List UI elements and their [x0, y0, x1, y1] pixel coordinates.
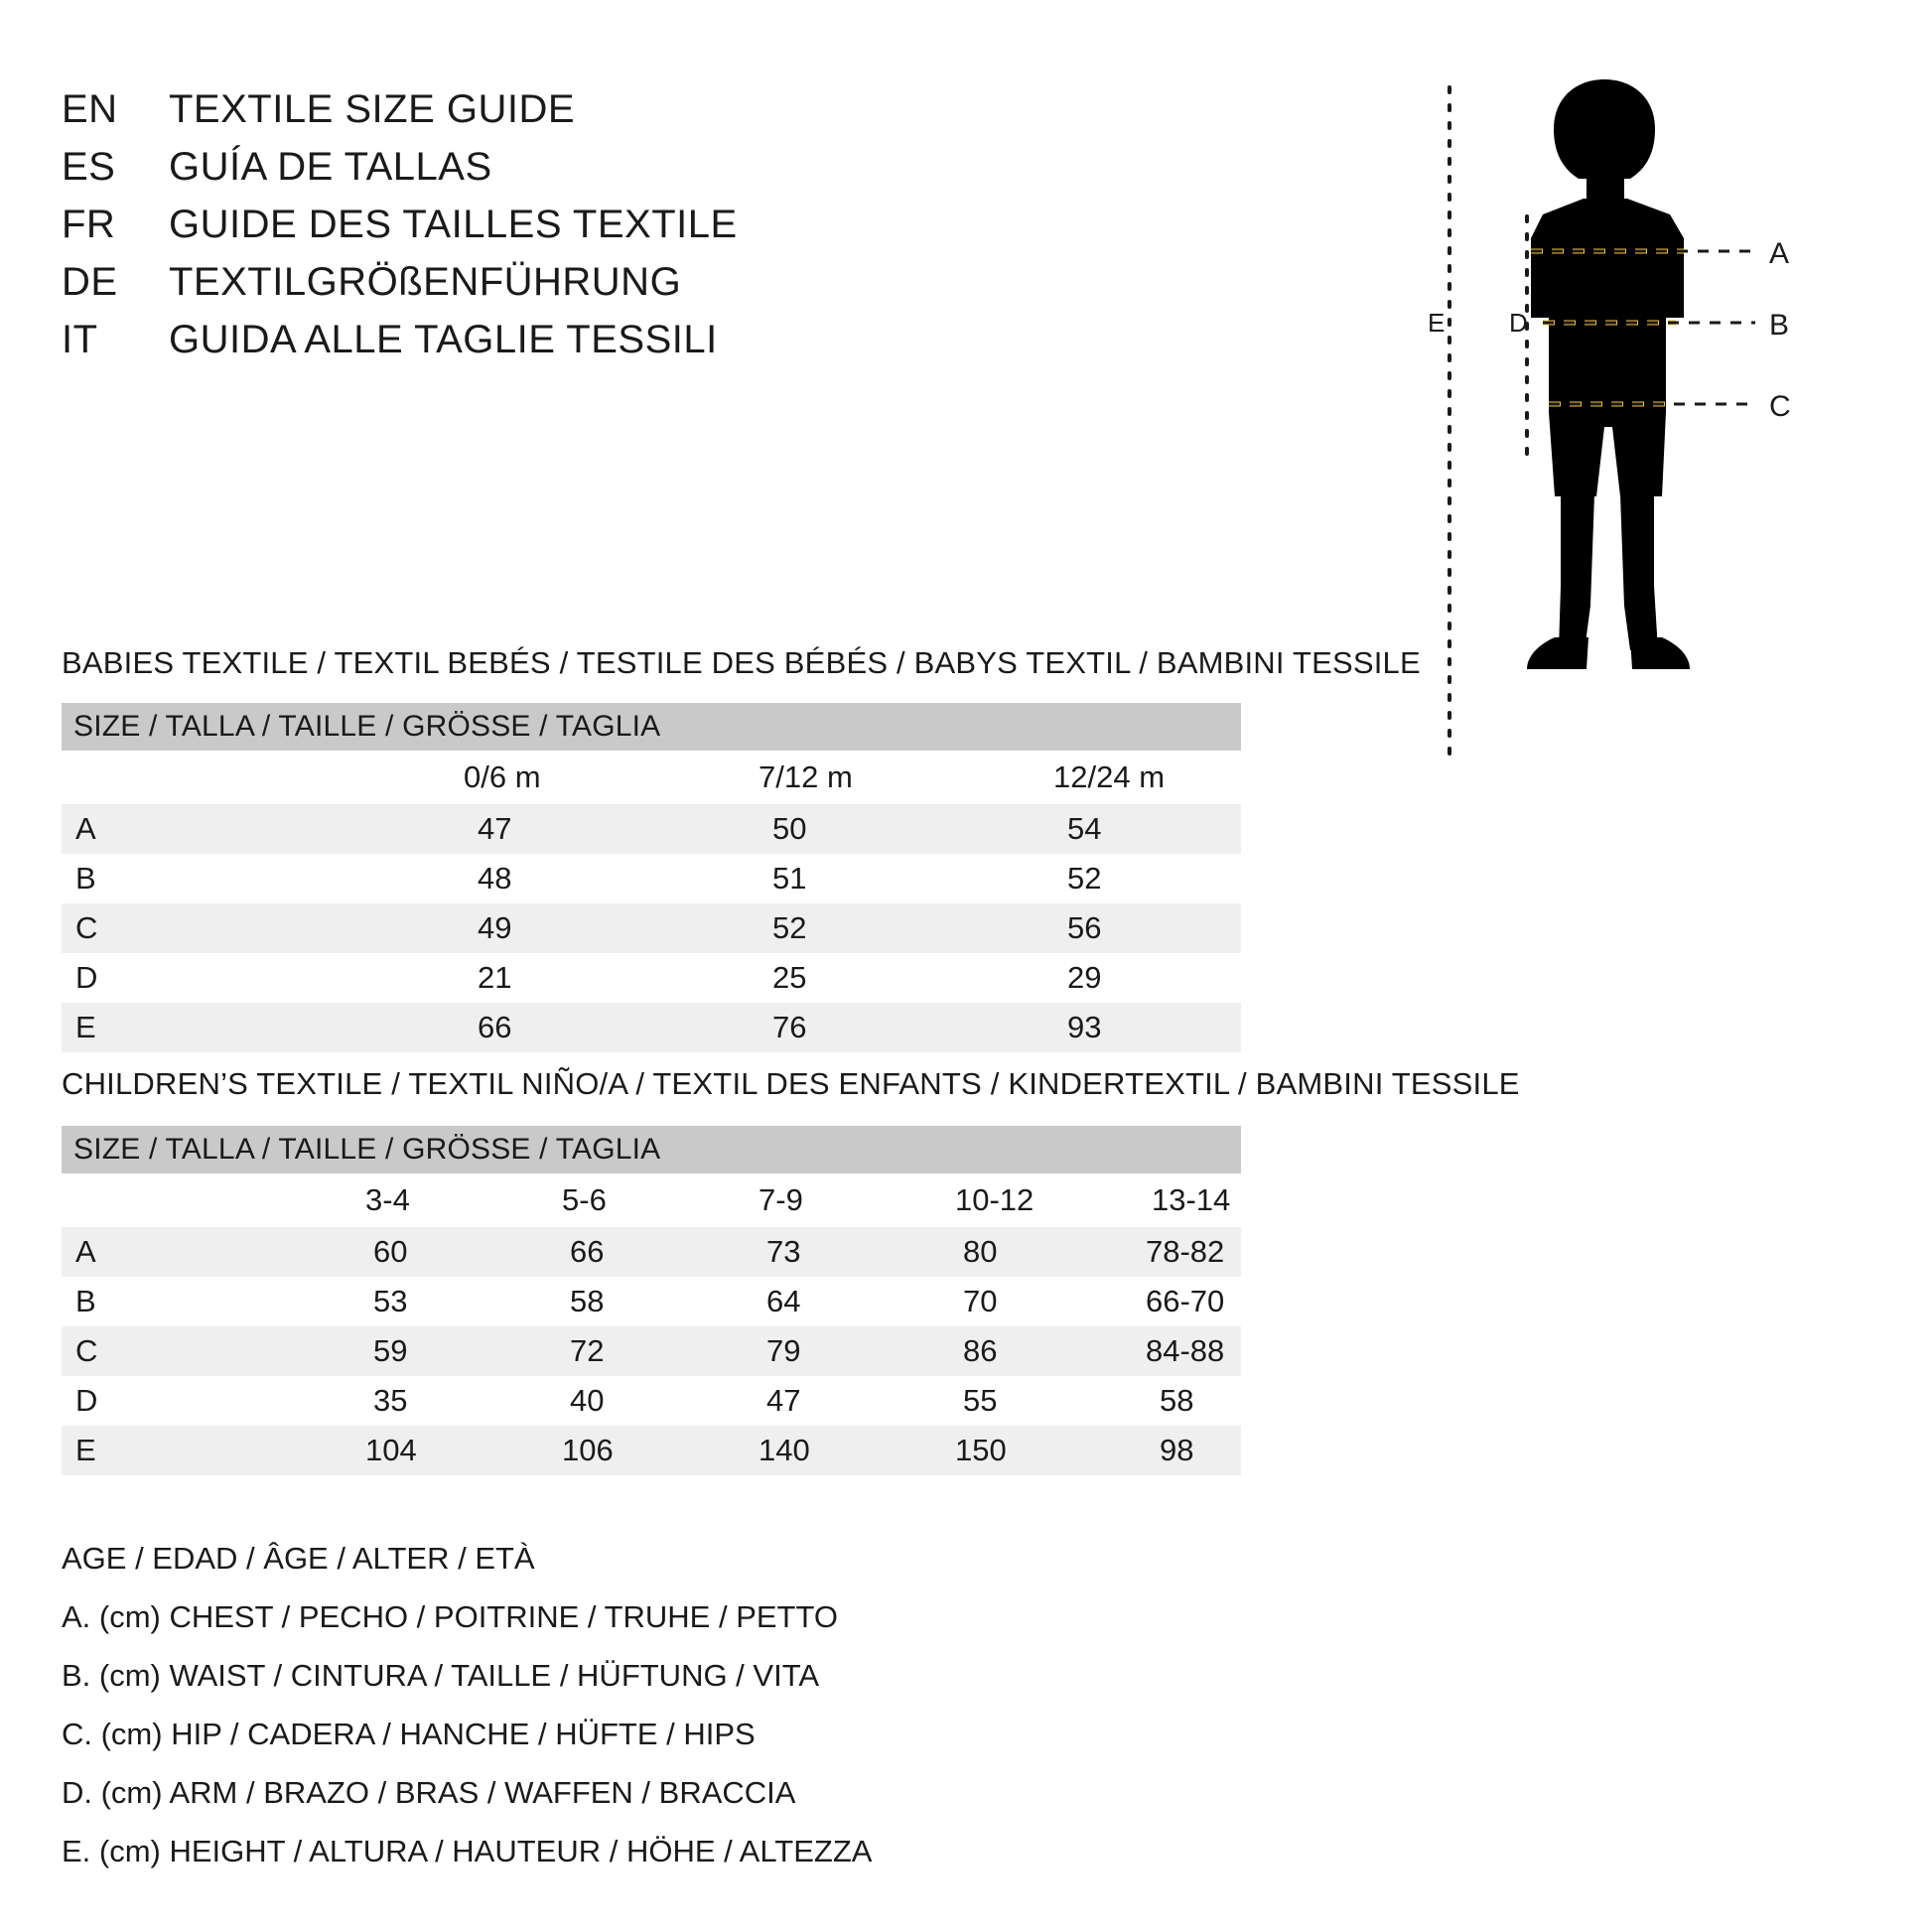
babies-cell-b-0: 48 — [356, 854, 651, 903]
figure-label-d: D — [1509, 308, 1528, 338]
legend-line-a: A. (cm) CHEST / PECHO / POITRINE / TRUHE / PETTO — [62, 1599, 838, 1634]
children-col-4: 13-14 — [1044, 1173, 1241, 1227]
babies-size-header-label: SIZE / TALLA / TAILLE / GRÖSSE / TAGLIA — [62, 703, 1241, 751]
title-lang-es: ES — [62, 145, 116, 189]
child-silhouette-icon — [1410, 69, 1886, 764]
babies-cell-e-1: 76 — [651, 1003, 946, 1052]
children-row-label-a: A — [62, 1227, 258, 1277]
legend-line-age: AGE / EDAD / ÂGE / ALTER / ETÀ — [62, 1541, 535, 1576]
figure-label-c: C — [1769, 390, 1791, 423]
table-row — [62, 1326, 1241, 1376]
measurement-legend — [62, 1529, 872, 1880]
children-cell-c-4: 84-88 — [1044, 1326, 1241, 1376]
title-text-es: GUÍA DE TALLAS — [169, 145, 492, 189]
children-cell-e-3: 150 — [848, 1426, 1044, 1475]
babies-cell-e-0: 66 — [356, 1003, 651, 1052]
legend-line-d: D. (cm) ARM / BRAZO / BRAS / WAFFEN / BRACCIA — [62, 1775, 796, 1810]
title-block — [62, 87, 1203, 375]
children-col-0: 3-4 — [258, 1173, 455, 1227]
babies-size-table — [62, 703, 1241, 1052]
babies-cell-a-2: 54 — [946, 804, 1241, 854]
children-size-header-label: SIZE / TALLA / TAILLE / GRÖSSE / TAGLIA — [62, 1126, 1241, 1173]
babies-row-label-a: A — [62, 804, 356, 854]
babies-cell-b-2: 52 — [946, 854, 1241, 903]
children-col-2: 7-9 — [651, 1173, 848, 1227]
title-text-it: GUIDA ALLE TAGLIE TESSILI — [169, 318, 718, 361]
title-row-it — [62, 318, 1203, 375]
children-cell-b-3: 70 — [848, 1277, 1044, 1326]
babies-section-heading: BABIES TEXTILE / TEXTIL BEBÉS / TESTILE DES BÉBÉS / BABYS TEXTIL / BAMBINI TESSILE — [62, 645, 1421, 680]
babies-cell-c-1: 52 — [651, 903, 946, 953]
children-cell-d-2: 47 — [651, 1376, 848, 1426]
children-row-label-e: E — [62, 1426, 258, 1475]
babies-row-label-e: E — [62, 1003, 356, 1052]
babies-cell-b-1: 51 — [651, 854, 946, 903]
children-cell-a-3: 80 — [848, 1227, 1044, 1277]
figure-label-a: A — [1769, 237, 1790, 270]
babies-cell-d-2: 29 — [946, 953, 1241, 1003]
babies-cell-c-2: 56 — [946, 903, 1241, 953]
children-col-1: 5-6 — [455, 1173, 651, 1227]
legend-line-e: E. (cm) HEIGHT / ALTURA / HAUTEUR / HÖHE / ALTEZZA — [62, 1834, 873, 1868]
children-cell-d-3: 55 — [848, 1376, 1044, 1426]
children-cell-b-0: 53 — [258, 1277, 455, 1326]
children-cell-c-3: 86 — [848, 1326, 1044, 1376]
title-lang-en: EN — [62, 87, 118, 131]
children-cell-e-2: 140 — [651, 1426, 848, 1475]
babies-table-header-bar — [62, 703, 1241, 751]
children-cell-c-1: 72 — [455, 1326, 651, 1376]
title-row-fr — [62, 203, 1203, 260]
table-row — [62, 854, 1241, 903]
children-table-header-bar — [62, 1126, 1241, 1173]
children-cell-a-2: 73 — [651, 1227, 848, 1277]
legend-line-b: B. (cm) WAIST / CINTURA / TAILLE / HÜFTUNG / VITA — [62, 1658, 820, 1693]
babies-col-corner — [62, 751, 356, 804]
table-row — [62, 1277, 1241, 1326]
children-cell-b-4: 66-70 — [1044, 1277, 1241, 1326]
title-text-fr: GUIDE DES TAILLES TEXTILE — [169, 203, 738, 246]
title-text-en: TEXTILE SIZE GUIDE — [169, 87, 576, 131]
babies-cell-c-0: 49 — [356, 903, 651, 953]
children-cell-d-1: 40 — [455, 1376, 651, 1426]
children-section-heading: CHILDREN’S TEXTILE / TEXTIL NIÑO/A / TEXTIL DES ENFANTS / KINDERTEXTIL / BAMBINI TESSILE — [62, 1066, 1520, 1101]
babies-cell-a-0: 47 — [356, 804, 651, 854]
children-cell-a-0: 60 — [258, 1227, 455, 1277]
figure-label-e: E — [1428, 308, 1446, 338]
title-row-de — [62, 260, 1203, 318]
children-size-table — [62, 1126, 1241, 1475]
babies-cell-a-1: 50 — [651, 804, 946, 854]
babies-col-1: 7/12 m — [651, 751, 946, 804]
children-col-corner — [62, 1173, 258, 1227]
children-cell-a-1: 66 — [455, 1227, 651, 1277]
children-cell-d-4: 58 — [1044, 1376, 1241, 1426]
children-col-3: 10-12 — [848, 1173, 1044, 1227]
children-cell-a-4: 78-82 — [1044, 1227, 1241, 1277]
children-cell-c-0: 59 — [258, 1326, 455, 1376]
title-lang-de: DE — [62, 260, 118, 304]
children-cell-b-1: 58 — [455, 1277, 651, 1326]
children-cell-e-1: 106 — [455, 1426, 651, 1475]
babies-row-label-b: B — [62, 854, 356, 903]
children-cell-d-0: 35 — [258, 1376, 455, 1426]
children-cell-e-4: 98 — [1044, 1426, 1241, 1475]
children-cell-c-2: 79 — [651, 1326, 848, 1376]
title-text-de: TEXTILGRÖßENFÜHRUNG — [169, 260, 682, 304]
table-row — [62, 1426, 1241, 1475]
table-row — [62, 903, 1241, 953]
children-row-label-d: D — [62, 1376, 258, 1426]
title-row-es — [62, 145, 1203, 203]
table-row — [62, 1227, 1241, 1277]
children-cell-e-0: 104 — [258, 1426, 455, 1475]
babies-column-headers — [62, 751, 1241, 804]
title-row-en — [62, 87, 1203, 145]
table-row — [62, 1003, 1241, 1052]
table-row — [62, 953, 1241, 1003]
children-column-headers — [62, 1173, 1241, 1227]
children-row-label-b: B — [62, 1277, 258, 1326]
babies-row-label-d: D — [62, 953, 356, 1003]
babies-col-0: 0/6 m — [356, 751, 651, 804]
table-row — [62, 804, 1241, 854]
babies-cell-d-1: 25 — [651, 953, 946, 1003]
children-row-label-c: C — [62, 1326, 258, 1376]
children-cell-b-2: 64 — [651, 1277, 848, 1326]
title-lang-fr: FR — [62, 203, 116, 246]
title-lang-it: IT — [62, 318, 98, 361]
table-row — [62, 1376, 1241, 1426]
babies-cell-e-2: 93 — [946, 1003, 1241, 1052]
body-measurement-figure — [1410, 69, 1886, 764]
figure-label-b: B — [1769, 309, 1790, 342]
legend-line-c: C. (cm) HIP / CADERA / HANCHE / HÜFTE / HIPS — [62, 1717, 756, 1751]
babies-row-label-c: C — [62, 903, 356, 953]
babies-col-2: 12/24 m — [946, 751, 1241, 804]
babies-cell-d-0: 21 — [356, 953, 651, 1003]
